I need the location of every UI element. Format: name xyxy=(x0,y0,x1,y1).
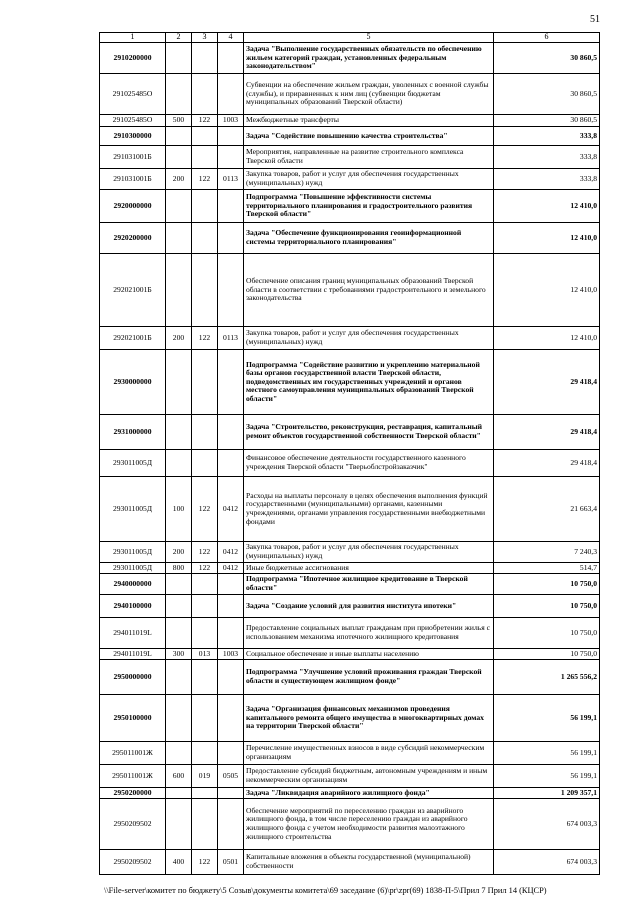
ministry-cell xyxy=(192,660,218,695)
description-cell: Задача "Выполнение государственных обязательств по обеспечению жильем категорий граждан, установленных федеральным законодательством" xyxy=(244,43,494,74)
ministry-cell xyxy=(192,618,218,649)
amount-cell: 333,8 xyxy=(494,127,600,146)
section-cell xyxy=(218,574,244,595)
table-row xyxy=(100,450,600,477)
vr-cell: 600 xyxy=(166,765,192,788)
table-row xyxy=(100,169,600,190)
vr-cell xyxy=(166,595,192,618)
description-cell: Мероприятия, направленные на развитие строительного комплекса Тверской области xyxy=(244,146,494,169)
amount-cell: 12 410,0 xyxy=(494,254,600,327)
amount-cell: 30 860,5 xyxy=(494,115,600,127)
section-cell: 1003 xyxy=(218,649,244,660)
vr-cell: 800 xyxy=(166,563,192,574)
description-cell: Задача "Содействие повышению качества строительства" xyxy=(244,127,494,146)
table-row xyxy=(100,74,600,115)
table-row xyxy=(100,43,600,74)
description-cell: Расходы на выплаты персоналу в целях обеспечения выполнения функций государственными (муниципальными) органами, казенными учреждениями, органами управления государственными внебюджетными фондами xyxy=(244,477,494,542)
table-row xyxy=(100,223,600,254)
table-row xyxy=(100,477,600,542)
code-cell: 2920200000 xyxy=(100,223,166,254)
table-row xyxy=(100,254,600,327)
description-cell: Закупка товаров, работ и услуг для обеспечения государственных (муниципальных) нужд xyxy=(244,327,494,350)
header-cell: 5 xyxy=(244,33,494,43)
section-cell: 0113 xyxy=(218,169,244,190)
section-cell xyxy=(218,415,244,450)
description-cell: Капитальные вложения в объекты государственной (муниципальной) собственности xyxy=(244,850,494,875)
vr-cell xyxy=(166,350,192,415)
description-cell: Закупка товаров, работ и услуг для обеспечения государственных (муниципальных) нужд xyxy=(244,169,494,190)
vr-cell xyxy=(166,415,192,450)
code-cell: 294011019L xyxy=(100,618,166,649)
table-row xyxy=(100,850,600,875)
description-cell: Финансовое обеспечение деятельности государственного казенного учреждения Тверской области "Тверьоблстройзаказчик" xyxy=(244,450,494,477)
table-row xyxy=(100,146,600,169)
section-cell xyxy=(218,74,244,115)
amount-cell: 10 750,0 xyxy=(494,618,600,649)
code-cell: 292021001Б xyxy=(100,327,166,350)
code-cell: 293011005Д xyxy=(100,477,166,542)
vr-cell xyxy=(166,618,192,649)
ministry-cell xyxy=(192,799,218,850)
vr-cell: 400 xyxy=(166,850,192,875)
code-cell: 2950100000 xyxy=(100,695,166,742)
code-cell: 291031001Б xyxy=(100,169,166,190)
code-cell: 2950200000 xyxy=(100,788,166,799)
table-row xyxy=(100,415,600,450)
description-cell: Обеспечение описания границ муниципальных образований Тверской области в соответствии с требованиями градостроительного и земельного законодательства xyxy=(244,254,494,327)
vr-cell xyxy=(166,799,192,850)
ministry-cell xyxy=(192,695,218,742)
section-cell xyxy=(218,146,244,169)
ministry-cell xyxy=(192,223,218,254)
section-cell xyxy=(218,799,244,850)
table-row xyxy=(100,765,600,788)
code-cell: 293011005Д xyxy=(100,450,166,477)
description-cell: Задача "Строительство, реконструкция, реставрация, капитальный ремонт объектов государственной собственности Тверской области" xyxy=(244,415,494,450)
amount-cell: 12 410,0 xyxy=(494,223,600,254)
amount-cell: 29 418,4 xyxy=(494,450,600,477)
code-cell: 2950209502 xyxy=(100,799,166,850)
ministry-cell xyxy=(192,350,218,415)
amount-cell: 514,7 xyxy=(494,563,600,574)
vr-cell xyxy=(166,74,192,115)
vr-cell xyxy=(166,254,192,327)
amount-cell: 56 199,1 xyxy=(494,765,600,788)
section-cell xyxy=(218,788,244,799)
table-header-row xyxy=(100,33,600,43)
ministry-cell: 013 xyxy=(192,649,218,660)
vr-cell xyxy=(166,223,192,254)
page-number: 51 xyxy=(590,14,600,25)
description-cell: Закупка товаров, работ и услуг для обеспечения государственных (муниципальных) нужд xyxy=(244,542,494,563)
vr-cell xyxy=(166,43,192,74)
code-cell: 2910300000 xyxy=(100,127,166,146)
vr-cell: 100 xyxy=(166,477,192,542)
ministry-cell xyxy=(192,190,218,223)
description-cell: Задача "Организация финансовых механизмов проведения капитального ремонта общего имущества в многоквартирных домах на территории Тверской области" xyxy=(244,695,494,742)
header-cell: 4 xyxy=(218,33,244,43)
code-cell: 292021001Б xyxy=(100,254,166,327)
vr-cell xyxy=(166,127,192,146)
section-cell xyxy=(218,595,244,618)
table-row xyxy=(100,660,600,695)
section-cell xyxy=(218,190,244,223)
ministry-cell xyxy=(192,146,218,169)
ministry-cell xyxy=(192,127,218,146)
vr-cell xyxy=(166,450,192,477)
table-row xyxy=(100,595,600,618)
code-cell: 291025485О xyxy=(100,74,166,115)
section-cell xyxy=(218,450,244,477)
amount-cell: 30 860,5 xyxy=(494,43,600,74)
amount-cell: 21 663,4 xyxy=(494,477,600,542)
ministry-cell: 122 xyxy=(192,327,218,350)
description-cell: Задача "Создание условий для развития института ипотеки" xyxy=(244,595,494,618)
ministry-cell xyxy=(192,788,218,799)
header-cell: 2 xyxy=(166,33,192,43)
vr-cell: 200 xyxy=(166,327,192,350)
table-row xyxy=(100,115,600,127)
section-cell xyxy=(218,618,244,649)
description-cell: Подпрограмма "Ипотечное жилищное кредитование в Тверской области" xyxy=(244,574,494,595)
code-cell: 294011019L xyxy=(100,649,166,660)
code-cell: 2950000000 xyxy=(100,660,166,695)
section-cell: 0412 xyxy=(218,477,244,542)
vr-cell: 200 xyxy=(166,169,192,190)
code-cell: 291025485О xyxy=(100,115,166,127)
ministry-cell xyxy=(192,742,218,765)
description-cell: Подпрограмма "Содействие развитию и укреплению материальной базы органов государственной власти Тверской области, подведомственных им государственных учреждений и органов местного самоуправления муниципальных образований Тверской области" xyxy=(244,350,494,415)
section-cell xyxy=(218,223,244,254)
amount-cell: 30 860,5 xyxy=(494,74,600,115)
table-row xyxy=(100,788,600,799)
amount-cell: 12 410,0 xyxy=(494,327,600,350)
section-cell xyxy=(218,254,244,327)
description-cell: Социальное обеспечение и иные выплаты населению xyxy=(244,649,494,660)
code-cell: 2910200000 xyxy=(100,43,166,74)
ministry-cell: 122 xyxy=(192,850,218,875)
header-cell: 3 xyxy=(192,33,218,43)
section-cell xyxy=(218,742,244,765)
description-cell: Обеспечение мероприятий по переселению граждан из аварийного жилищного фонда, в том числе переселению граждан из аварийного жилищного фонда с учетом необходимости развития малоэтажного жилищного строительства xyxy=(244,799,494,850)
vr-cell xyxy=(166,660,192,695)
section-cell xyxy=(218,695,244,742)
table-row xyxy=(100,127,600,146)
code-cell: 293011005Д xyxy=(100,542,166,563)
vr-cell xyxy=(166,146,192,169)
code-cell: 295011001Ж xyxy=(100,765,166,788)
description-cell: Межбюджетные трансферты xyxy=(244,115,494,127)
amount-cell: 674 003,3 xyxy=(494,799,600,850)
vr-cell: 300 xyxy=(166,649,192,660)
description-cell: Задача "Обеспечение функционирования геоинформационной системы территориального планирования" xyxy=(244,223,494,254)
amount-cell: 10 750,0 xyxy=(494,595,600,618)
table-row xyxy=(100,618,600,649)
amount-cell: 7 240,3 xyxy=(494,542,600,563)
code-cell: 293011005Д xyxy=(100,563,166,574)
ministry-cell xyxy=(192,74,218,115)
ministry-cell xyxy=(192,595,218,618)
vr-cell: 500 xyxy=(166,115,192,127)
section-cell xyxy=(218,127,244,146)
description-cell: Подпрограмма "Улучшение условий проживания граждан Тверской области и существующем жилищном фонде" xyxy=(244,660,494,695)
description-cell: Предоставление социальных выплат гражданам при приобретении жилья с использованием механизма ипотечного жилищного кредитования xyxy=(244,618,494,649)
section-cell: 0505 xyxy=(218,765,244,788)
description-cell: Задача "Ликвидация аварийного жилищного фонда" xyxy=(244,788,494,799)
amount-cell: 56 199,1 xyxy=(494,695,600,742)
ministry-cell: 019 xyxy=(192,765,218,788)
ministry-cell xyxy=(192,450,218,477)
amount-cell: 333,8 xyxy=(494,169,600,190)
amount-cell: 10 750,0 xyxy=(494,574,600,595)
table-row xyxy=(100,327,600,350)
ministry-cell: 122 xyxy=(192,169,218,190)
section-cell: 1003 xyxy=(218,115,244,127)
description-cell: Субвенции на обеспечение жильем граждан, уволенных с военной службы (службы), и приравненных к ним лиц (субвенции бюджетам муниципальных образований Тверской области) xyxy=(244,74,494,115)
code-cell: 2940000000 xyxy=(100,574,166,595)
amount-cell: 1 209 357,1 xyxy=(494,788,600,799)
ministry-cell xyxy=(192,254,218,327)
vr-cell: 200 xyxy=(166,542,192,563)
section-cell xyxy=(218,350,244,415)
table-row xyxy=(100,742,600,765)
header-cell: 1 xyxy=(100,33,166,43)
amount-cell: 674 003,3 xyxy=(494,850,600,875)
ministry-cell: 122 xyxy=(192,477,218,542)
amount-cell: 10 750,0 xyxy=(494,649,600,660)
ministry-cell: 122 xyxy=(192,563,218,574)
code-cell: 2940100000 xyxy=(100,595,166,618)
table-row xyxy=(100,190,600,223)
table-row xyxy=(100,563,600,574)
ministry-cell: 122 xyxy=(192,542,218,563)
vr-cell xyxy=(166,574,192,595)
table-row xyxy=(100,799,600,850)
code-cell: 295011001Ж xyxy=(100,742,166,765)
code-cell: 2930000000 xyxy=(100,350,166,415)
section-cell: 0501 xyxy=(218,850,244,875)
amount-cell: 29 418,4 xyxy=(494,350,600,415)
ministry-cell xyxy=(192,574,218,595)
description-cell: Перечисление имущественных взносов в виде субсидий некоммерческим организациям xyxy=(244,742,494,765)
code-cell: 2920000000 xyxy=(100,190,166,223)
amount-cell: 12 410,0 xyxy=(494,190,600,223)
budget-table xyxy=(99,32,600,875)
ministry-cell xyxy=(192,415,218,450)
code-cell: 2931000000 xyxy=(100,415,166,450)
section-cell xyxy=(218,660,244,695)
section-cell xyxy=(218,43,244,74)
description-cell: Иные бюджетные ассигнования xyxy=(244,563,494,574)
section-cell: 0412 xyxy=(218,542,244,563)
table-row xyxy=(100,574,600,595)
table-row xyxy=(100,542,600,563)
file-path-footer: \\File-server\комитет по бюджету\5 Созыв\документы комитета\69 заседание (6)\pr\zpr(69) 1838-П-5\Прил 7 Прил 14 (КЦСР) xyxy=(104,886,547,895)
ministry-cell: 122 xyxy=(192,115,218,127)
amount-cell: 1 265 556,2 xyxy=(494,660,600,695)
vr-cell xyxy=(166,788,192,799)
amount-cell: 333,8 xyxy=(494,146,600,169)
section-cell: 0412 xyxy=(218,563,244,574)
table-row xyxy=(100,695,600,742)
vr-cell xyxy=(166,190,192,223)
section-cell: 0113 xyxy=(218,327,244,350)
description-cell: Подпрограмма "Повышение эффективности системы территориального планирования и градостроительного развития Тверской области" xyxy=(244,190,494,223)
code-cell: 291031001Б xyxy=(100,146,166,169)
description-cell: Предоставление субсидий бюджетным, автономным учреждениям и иным некоммерческим организациям xyxy=(244,765,494,788)
vr-cell xyxy=(166,742,192,765)
vr-cell xyxy=(166,695,192,742)
amount-cell: 56 199,1 xyxy=(494,742,600,765)
code-cell: 2950209502 xyxy=(100,850,166,875)
table-row xyxy=(100,649,600,660)
amount-cell: 29 418,4 xyxy=(494,415,600,450)
ministry-cell xyxy=(192,43,218,74)
header-cell: 6 xyxy=(494,33,600,43)
table-row xyxy=(100,350,600,415)
